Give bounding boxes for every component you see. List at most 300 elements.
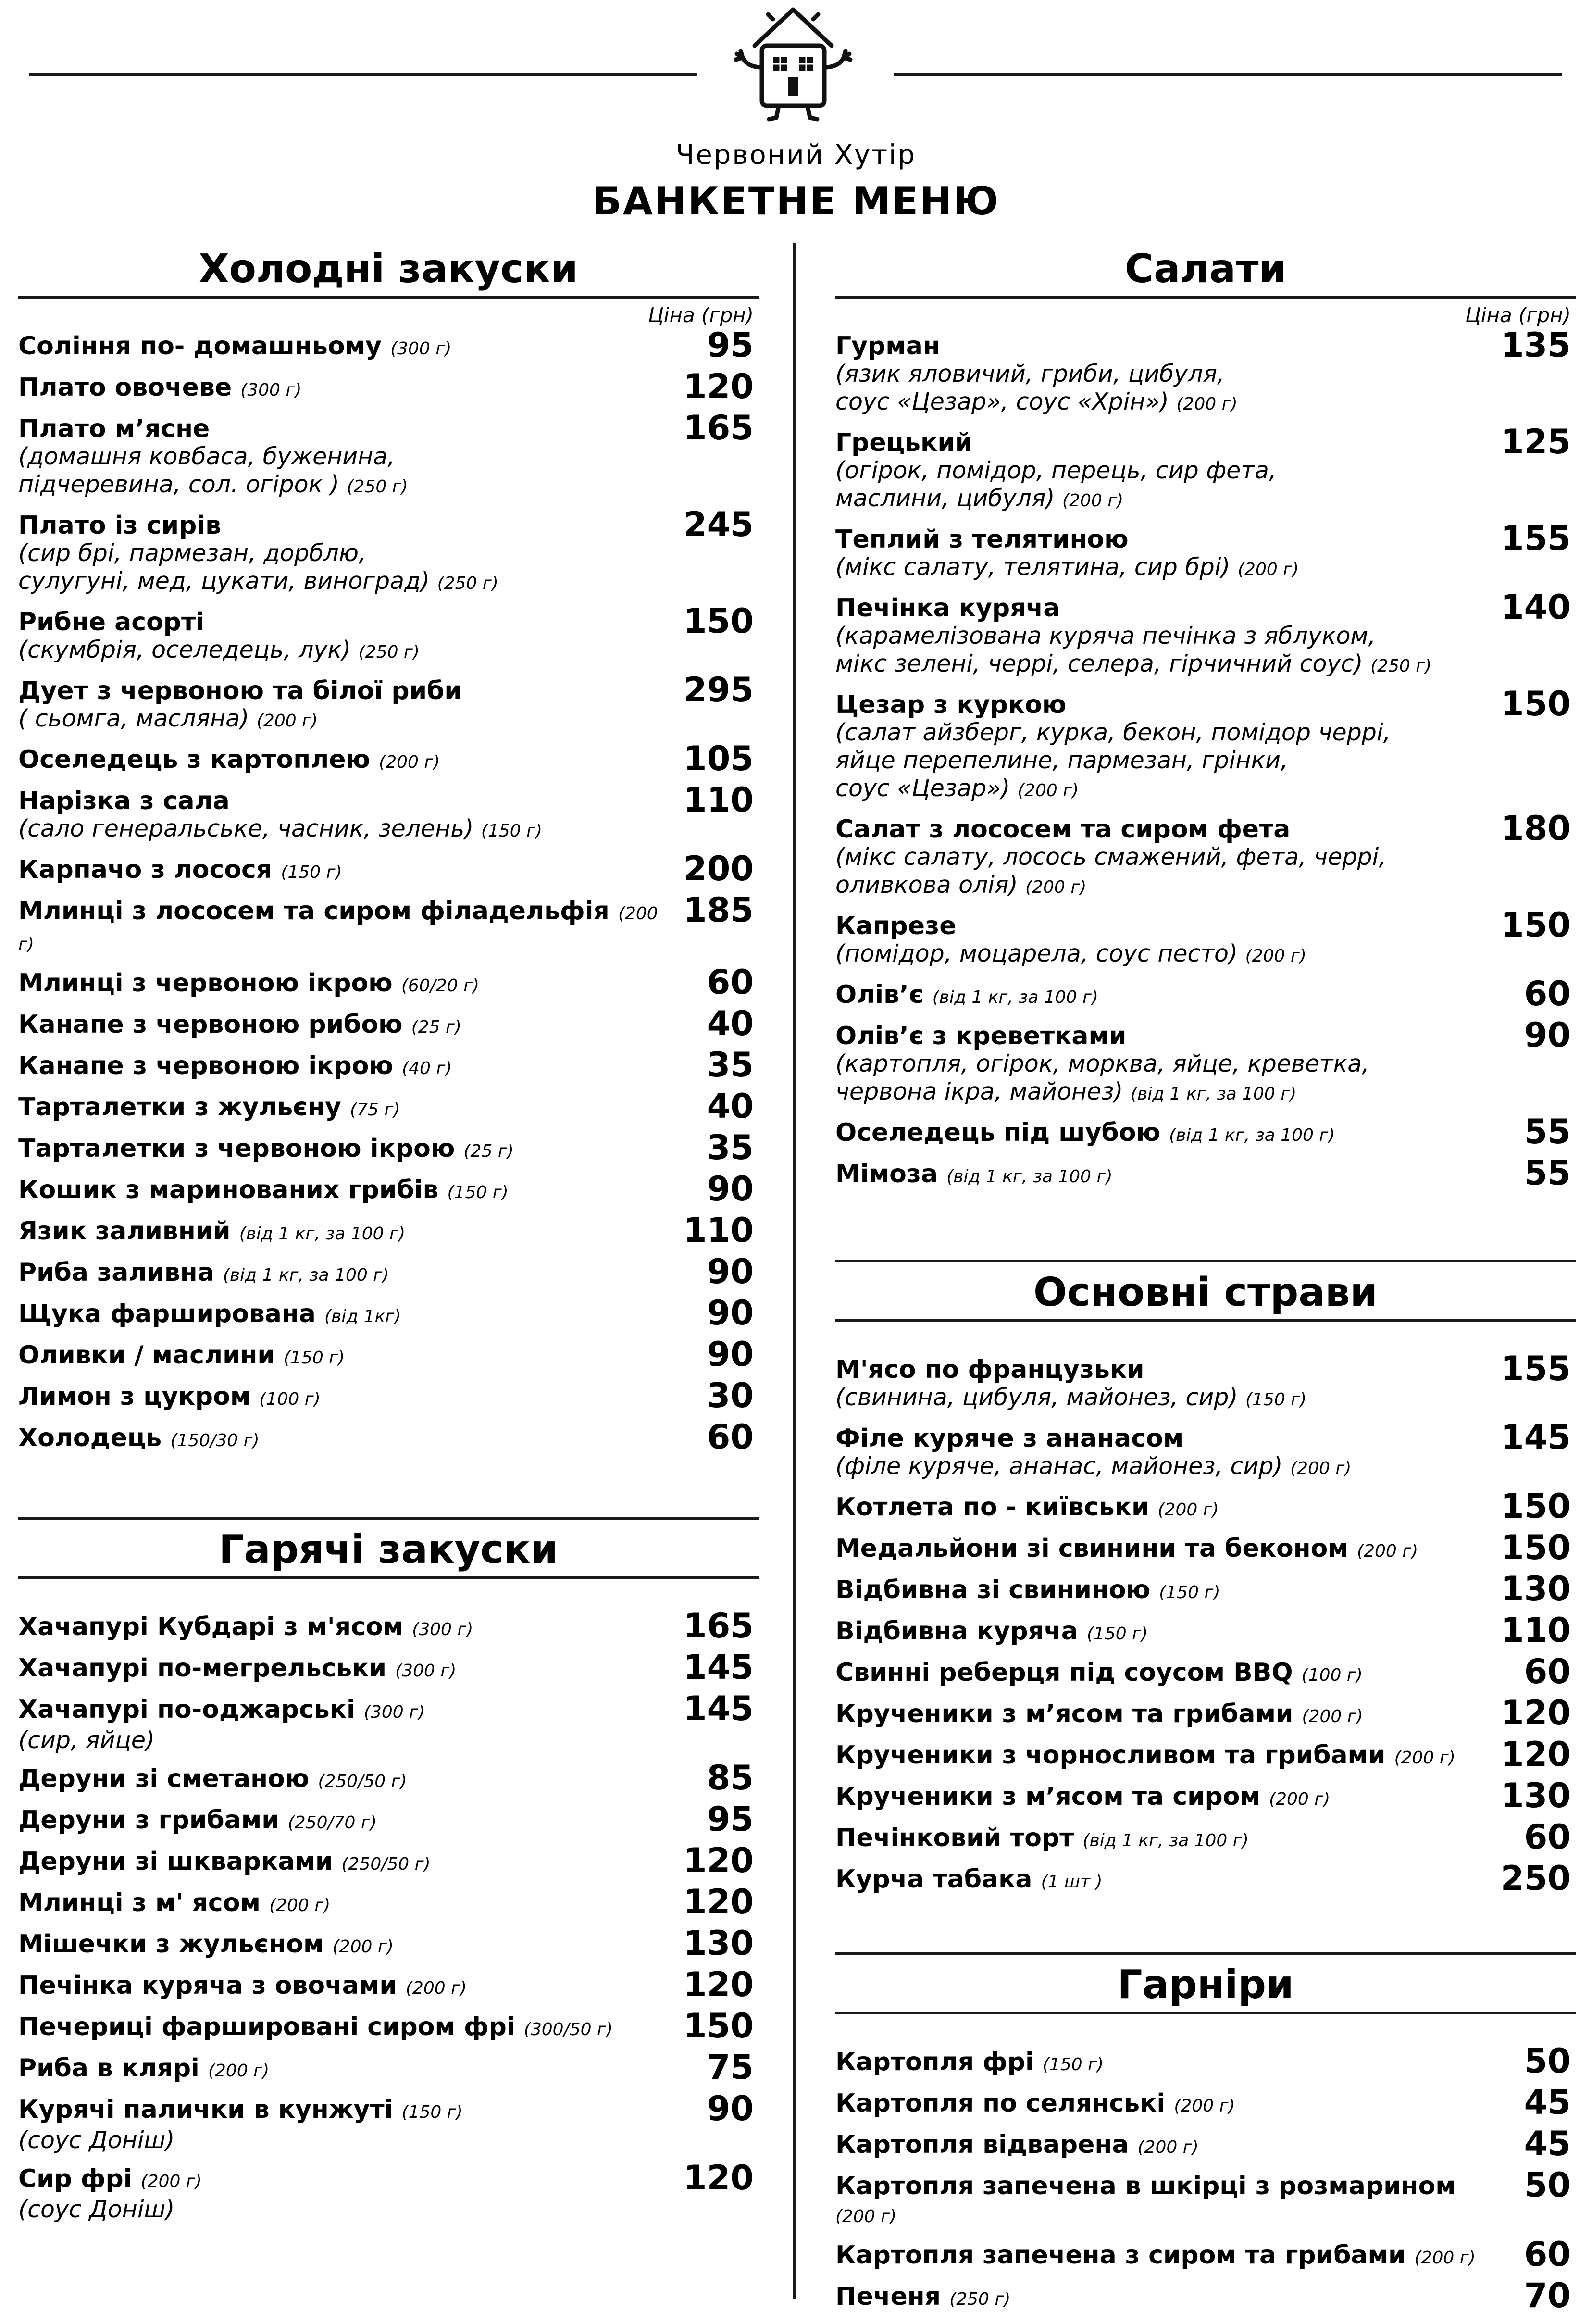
menu-item-title — [18, 1696, 759, 1726]
brand-name: Червоний Хутір — [675, 139, 917, 171]
item-weight: (250 г) — [1370, 656, 1432, 676]
menu-item-title — [18, 1765, 759, 1796]
item-price: 90 — [707, 1293, 754, 1333]
description-line: (сир, яйце) — [18, 1726, 155, 1754]
item-weight: (100 г) — [259, 1389, 321, 1409]
description-line: (огірок, помідор, перець, сир фета, — [835, 457, 1277, 484]
item-name: Щука фарширована — [18, 1299, 316, 1328]
menu-item — [18, 1252, 759, 1291]
menu-item — [835, 1776, 1576, 1815]
item-weight: (від 1 кг, за 100 г) — [1082, 1831, 1249, 1850]
item-price: 90 — [1524, 1015, 1571, 1055]
menu-item-title — [18, 1052, 759, 1083]
menu-item — [835, 1349, 1576, 1414]
item-description — [835, 1384, 1576, 1414]
menu-item — [18, 408, 759, 501]
item-name: Капрезе — [835, 912, 957, 940]
menu-item — [835, 1652, 1576, 1691]
item-price: 90 — [707, 2089, 754, 2128]
description-line: (карамелізована куряча печінка з яблуком, — [835, 622, 1376, 650]
item-price: 185 — [683, 890, 754, 930]
section-title: Салати — [1125, 246, 1286, 292]
description-line: (свинина, цибуля, майонез, сир) — [835, 1384, 1238, 1411]
item-weight: (250/50 г) — [318, 1772, 407, 1791]
item-price: 45 — [1524, 2083, 1571, 2122]
item-weight: (25 г) — [463, 1141, 514, 1161]
menu-item-list — [18, 325, 759, 1457]
item-price: 70 — [1524, 2276, 1571, 2315]
item-price: 125 — [1500, 422, 1571, 462]
menu-item — [18, 1211, 759, 1250]
item-name: Оливки / маслини — [18, 1341, 275, 1370]
description-line: (мікс салату, телятина, сир брі) — [835, 553, 1231, 581]
item-name: Картопля фрі — [835, 2048, 1034, 2076]
menu-item-title — [835, 2131, 1576, 2162]
item-price: 145 — [683, 1648, 754, 1687]
menu-item — [18, 2048, 759, 2087]
item-weight: (200 г) — [1290, 1459, 1352, 1478]
item-name: Карпачо з лосося — [18, 855, 273, 884]
menu-item — [18, 1335, 759, 1374]
item-weight: (200 г) — [1394, 1748, 1455, 1768]
item-name: Салат з лососем та сиром фета — [835, 815, 1291, 844]
menu-item — [835, 2276, 1576, 2315]
item-name: Хачапурі по-мегрельськи — [18, 1654, 387, 1683]
item-weight: (150 г) — [1245, 1390, 1307, 1410]
section-title: Основні страви — [1033, 1270, 1378, 1315]
menu-item-title — [835, 429, 1576, 457]
item-price: 165 — [683, 408, 754, 448]
item-name: Тарталетки з червоною ікрою — [18, 1134, 455, 1163]
menu-item — [18, 1799, 759, 1839]
description-line: яйце перепелине, пармезан, грінки, — [835, 747, 1288, 774]
menu-item-title — [18, 677, 759, 705]
section-rule — [835, 1952, 1576, 1955]
description-line: маслини, цибуля) — [835, 485, 1055, 512]
item-weight: (40 г) — [402, 1059, 452, 1078]
description-line: (салат айзберг, курка, бекон, помідор черрі, — [835, 719, 1391, 746]
item-price: 35 — [707, 1128, 754, 1167]
item-name: Курча табака — [835, 1865, 1032, 1894]
item-price: 120 — [683, 1841, 754, 1880]
item-name: Оселедець з картоплею — [18, 745, 371, 774]
item-weight: (150 г) — [1159, 1583, 1220, 1602]
item-price: 150 — [1500, 905, 1571, 945]
item-price: 130 — [1500, 1569, 1571, 1609]
item-weight: (300 г) — [240, 380, 302, 400]
item-price: 110 — [683, 780, 754, 820]
item-name: Кошик з маринованих грибів — [18, 1175, 439, 1204]
item-price: 155 — [1500, 1349, 1571, 1388]
menu-item — [18, 1924, 759, 1963]
menu-item-title — [835, 1576, 1576, 1607]
menu-item — [18, 1606, 759, 1646]
item-name: Котлета по - київськи — [835, 1493, 1149, 1522]
menu-item-title — [18, 1613, 759, 1644]
item-name: Плато м’ясне — [18, 414, 210, 443]
item-description — [835, 843, 1576, 901]
item-name: Печериці фаршировані сиром фрі — [18, 2012, 515, 2041]
item-weight: (250/50 г) — [341, 1854, 431, 1874]
item-weight: (200 г) — [1062, 491, 1124, 511]
menu-item — [18, 1169, 759, 1209]
item-price: 75 — [707, 2048, 754, 2087]
description-line: (скумбрія, оселедець, лук) — [18, 636, 351, 663]
item-price: 60 — [1524, 1652, 1571, 1691]
item-description — [18, 705, 759, 735]
item-price: 295 — [683, 670, 754, 710]
menu-item — [18, 1293, 759, 1333]
item-name: Мішечки з жульєном — [18, 1930, 324, 1959]
item-weight: (150/30 г) — [170, 1431, 260, 1450]
item-price: 60 — [1524, 1817, 1571, 1857]
item-price: 120 — [683, 367, 754, 406]
item-name: Крученики з чорносливом та грибами — [835, 1741, 1386, 1770]
item-name: Крученики з м’ясом та сиром — [835, 1782, 1260, 1811]
item-price: 130 — [683, 1924, 754, 1963]
item-price: 60 — [1524, 2235, 1571, 2274]
item-weight: (150 г) — [481, 821, 543, 841]
item-weight: (200 г) — [1018, 781, 1079, 800]
menu-item — [835, 1528, 1576, 1567]
menu-item — [18, 670, 759, 735]
item-price: 180 — [1500, 809, 1571, 848]
item-name: Печеня — [835, 2282, 941, 2311]
item-weight: (250 г) — [358, 642, 420, 662]
item-price: 140 — [1500, 587, 1571, 627]
item-price: 150 — [1500, 1528, 1571, 1567]
menu-item — [18, 1376, 759, 1415]
item-name: Крученики з м’ясом та грибами — [835, 1699, 1294, 1728]
item-weight: (150 г) — [447, 1183, 509, 1202]
menu-item — [18, 780, 759, 845]
item-description — [835, 1452, 1576, 1483]
menu-item-title — [18, 608, 759, 636]
menu-item — [835, 2235, 1576, 2274]
menu-item-title — [835, 981, 1576, 1012]
description-line: (сир брі, пармезан, дорблю, — [18, 539, 366, 567]
menu-item — [18, 1004, 759, 1043]
menu-item — [18, 1689, 759, 1754]
menu-item — [835, 519, 1576, 584]
menu-item — [18, 1841, 759, 1880]
menu-item — [18, 325, 759, 365]
item-name: Канапе з червоною ікрою — [18, 1051, 393, 1080]
menu-item-title — [18, 1176, 759, 1207]
menu-item-title — [18, 512, 759, 539]
item-name: Філе куряче з ананасом — [835, 1424, 1184, 1453]
item-weight: (60/20 г) — [401, 976, 480, 996]
item-price: 150 — [683, 2006, 754, 2046]
price-column-header: Ціна (грн) — [1465, 303, 1571, 327]
item-name: Печінковий торт — [835, 1824, 1074, 1852]
menu-item-list — [835, 325, 1576, 1193]
menu-item — [18, 2089, 759, 2154]
item-description — [18, 815, 759, 845]
menu-item-title — [18, 787, 759, 815]
item-name: Тарталетки з жульєну — [18, 1093, 341, 1122]
item-name: Картопля запечена з сиром та грибами — [835, 2241, 1406, 2270]
item-price: 90 — [707, 1335, 754, 1374]
item-weight: (200 г) — [18, 904, 658, 954]
item-price: 120 — [683, 1882, 754, 1922]
item-weight: (25 г) — [411, 1017, 461, 1037]
item-price: 40 — [707, 1004, 754, 1043]
menu-item — [18, 1882, 759, 1922]
menu-item — [18, 890, 759, 959]
item-price: 45 — [1524, 2124, 1571, 2163]
menu-item-title — [18, 2096, 759, 2126]
menu-item-title — [835, 1424, 1576, 1452]
item-name: Медальйони зі свинини та беконом — [835, 1534, 1348, 1563]
item-price: 30 — [707, 1376, 754, 1415]
description-line: (соус Доніш) — [18, 2196, 175, 2223]
item-weight: (200 г) — [379, 752, 440, 772]
item-name: Теплий з телятиною — [835, 525, 1129, 554]
item-name: Млинці з червоною ікрою — [18, 969, 393, 998]
menu-item — [18, 1087, 759, 1126]
menu-item-title — [18, 856, 759, 887]
item-name: Хачапурі Кубдарі з м'ясом — [18, 1612, 404, 1641]
item-name: Канапе з червоною рибою — [18, 1010, 403, 1039]
description-line: соус «Цезар», соус «Хрін») — [835, 388, 1169, 415]
item-price: 120 — [683, 2158, 754, 2198]
item-weight: (200 г) — [405, 1978, 467, 1998]
item-price: 120 — [683, 1965, 754, 2004]
column-divider — [793, 243, 796, 2299]
menu-item — [835, 1153, 1576, 1193]
menu-item-title — [835, 1119, 1576, 1150]
section-title: Гарячі закуски — [219, 1527, 558, 1573]
item-price: 95 — [707, 325, 754, 365]
description-line: (соус Доніш) — [18, 2126, 175, 2154]
item-weight: (від 1 кг, за 100 г) — [1169, 1125, 1335, 1145]
item-name: Олів’є — [835, 980, 924, 1009]
item-name: Картопля відварена — [835, 2130, 1129, 2159]
section-side-dishes — [835, 1952, 1576, 2324]
menu-item-title — [18, 2054, 759, 2085]
item-price: 95 — [707, 1799, 754, 1839]
item-description — [835, 553, 1576, 584]
item-price: 35 — [707, 1045, 754, 1085]
item-weight: (150 г) — [1086, 1624, 1148, 1644]
menu-item-title — [18, 415, 759, 443]
menu-item — [18, 1045, 759, 1085]
item-weight: (від 1 кг, за 100 г) — [1130, 1084, 1297, 1104]
item-price: 55 — [1524, 1153, 1571, 1193]
menu-item-title — [18, 1011, 759, 1041]
item-weight: (200 г) — [1302, 1707, 1363, 1726]
menu-item — [835, 1859, 1576, 1898]
menu-item — [835, 1611, 1576, 1650]
item-name: Рибне асорті — [18, 608, 204, 637]
menu-item-title — [18, 1654, 759, 1685]
item-name: Відбивна куряча — [835, 1617, 1078, 1646]
menu-item — [18, 1648, 759, 1687]
item-name: Сир фрі — [18, 2164, 132, 2193]
item-price: 120 — [1500, 1693, 1571, 1733]
item-name: Деруни з грибами — [18, 1806, 279, 1835]
item-name: Деруни зі сметаною — [18, 1764, 310, 1793]
item-description — [18, 443, 759, 501]
menu-item — [18, 2006, 759, 2046]
menu-item — [835, 2083, 1576, 2122]
description-line: (мікс салату, лосось смажений, фета, черрі, — [835, 843, 1386, 871]
description-line: мікс зелені, черрі, селера, гірчичний соус) — [835, 650, 1363, 677]
menu-item — [18, 1965, 759, 2004]
menu-item-list — [835, 1349, 1576, 1898]
item-description — [18, 2196, 759, 2224]
item-name: Холодець — [18, 1424, 162, 1452]
item-price: 105 — [683, 739, 754, 778]
item-weight: (200 г) — [269, 1896, 331, 1915]
item-description — [835, 457, 1576, 515]
item-weight: (150 г) — [283, 1348, 345, 1368]
menu-item-title — [835, 1617, 1576, 1648]
item-weight: (300/50 г) — [523, 2020, 613, 2039]
item-price: 60 — [1524, 974, 1571, 1013]
item-description — [835, 360, 1576, 418]
description-line: (філе куряче, ананас, майонез, сир) — [835, 1452, 1283, 1480]
item-name: Печінка куряча — [835, 594, 1060, 623]
item-name: Грецький — [835, 428, 973, 457]
menu-item-title — [18, 1383, 759, 1413]
item-name: Курячі палички в кунжуті — [18, 2095, 393, 2124]
item-name: Хачапурі по-оджарські — [18, 1695, 355, 1724]
item-name: Деруни зі шкварками — [18, 1847, 333, 1876]
item-price: 60 — [707, 1417, 754, 1457]
item-weight: (від 1 кг, за 100 г) — [946, 1167, 1113, 1187]
menu-item-title — [18, 1259, 759, 1289]
menu-item-title — [18, 1889, 759, 1920]
item-name: Млинці з м' ясом — [18, 1888, 261, 1917]
section-salads — [835, 243, 1576, 1201]
item-weight: (200 г) — [208, 2061, 270, 2081]
item-weight: (250/70 г) — [287, 1813, 377, 1833]
item-weight: (300 г) — [395, 1661, 457, 1681]
item-price: 250 — [1500, 1859, 1571, 1898]
item-name: Риба в клярі — [18, 2054, 199, 2083]
item-weight: (200 г) — [1269, 1789, 1331, 1809]
description-line: (картопля, огірок, морква, яйце, креветка, — [835, 1050, 1369, 1077]
menu-item — [835, 1015, 1576, 1108]
menu-item — [18, 849, 759, 888]
menu-item — [835, 1693, 1576, 1733]
menu-item — [835, 1418, 1576, 1483]
menu-item-title — [835, 1865, 1576, 1896]
item-weight: (250 г) — [949, 2289, 1011, 2309]
description-line: червона ікра, майонез) — [835, 1078, 1123, 1105]
item-price: 155 — [1500, 519, 1571, 558]
item-description — [835, 622, 1576, 680]
item-price: 50 — [1524, 2041, 1571, 2081]
menu-item-title — [18, 2165, 759, 2196]
item-name: М'ясо по французьки — [835, 1355, 1144, 1384]
item-weight: (200 г) — [1245, 946, 1306, 966]
item-price: 150 — [1500, 684, 1571, 724]
item-weight: (200 г) — [1357, 1541, 1418, 1561]
item-name: Печінка куряча з овочами — [18, 1971, 397, 2000]
item-weight: (200 г) — [1238, 560, 1299, 579]
section-rule — [835, 1260, 1576, 1262]
item-weight: (200 г) — [256, 711, 318, 731]
item-description — [835, 1050, 1576, 1108]
description-line: сулугуні, мед, цукати, виноград) — [18, 567, 430, 595]
menu-item-title — [18, 1135, 759, 1165]
item-name: Лимон з цукром — [18, 1382, 251, 1411]
section-title: Холодні закуски — [199, 246, 578, 292]
item-price: 150 — [1500, 1487, 1571, 1526]
house-logo-icon — [721, 0, 865, 130]
item-weight: (від 1 кг, за 100 г) — [223, 1265, 389, 1285]
description-line: соус «Цезар») — [835, 775, 1010, 802]
menu-item-title — [18, 746, 759, 776]
menu-title: БАНКЕТНЕ МЕНЮ — [592, 179, 1000, 224]
item-name: Язик заливний — [18, 1217, 231, 1246]
item-weight: (від 1 кг, за 100 г) — [239, 1224, 405, 1244]
menu-item — [835, 2041, 1576, 2081]
item-price: 40 — [707, 1087, 754, 1126]
item-price: 90 — [707, 1252, 754, 1291]
item-name: Свинні реберця під соусом BBQ — [835, 1658, 1293, 1687]
item-weight: (300 г) — [363, 1702, 425, 1722]
item-weight: (200 г) — [1176, 394, 1238, 414]
menu-item-title — [835, 1022, 1576, 1050]
description-line: (помідор, моцарела, соус песто) — [835, 940, 1238, 967]
item-description — [835, 940, 1576, 970]
item-weight: (1 шт ) — [1041, 1872, 1103, 1892]
menu-item-title — [835, 2089, 1576, 2120]
description-line: (домашня ковбаса, буженина, — [18, 443, 395, 470]
item-price: 90 — [707, 1169, 754, 1209]
menu-item-title — [835, 912, 1576, 940]
item-name: Млинці з лососем та сиром філадельфія — [18, 897, 609, 925]
menu-item — [18, 2158, 759, 2224]
menu-item — [835, 422, 1576, 515]
menu-item-title — [18, 1848, 759, 1878]
menu-item-title — [835, 2241, 1576, 2272]
menu-item-title — [835, 1493, 1576, 1524]
item-name: Гурман — [835, 332, 940, 361]
menu-item-title — [835, 691, 1576, 719]
menu-item-title — [835, 594, 1576, 622]
item-price: 85 — [707, 1758, 754, 1798]
menu-item — [18, 1128, 759, 1167]
menu-item-title — [835, 525, 1576, 553]
menu-item-title — [835, 1700, 1576, 1731]
section-main-dishes — [835, 1260, 1576, 1907]
item-price: 135 — [1500, 325, 1571, 365]
menu-item-title — [18, 1972, 759, 2002]
item-weight: (200 г) — [140, 2172, 202, 2191]
menu-item — [835, 905, 1576, 970]
description-line: підчеревина, сол. огірок ) — [18, 471, 339, 498]
item-name: Плато із сирів — [18, 511, 222, 540]
item-name: Дует з червоною та білої риби — [18, 676, 462, 705]
menu-item — [18, 962, 759, 1002]
menu-item-title — [835, 1783, 1576, 1813]
menu-item — [835, 1735, 1576, 1774]
description-line: (сало генеральське, часник, зелень) — [18, 815, 474, 842]
item-price: 145 — [683, 1689, 754, 1728]
menu-item — [835, 1487, 1576, 1526]
menu-item-title — [18, 374, 759, 404]
item-description — [18, 1726, 759, 1754]
menu-item-title — [18, 1930, 759, 1961]
item-price: 50 — [1524, 2165, 1571, 2205]
item-weight: (250 г) — [437, 574, 498, 593]
header-rule-right — [894, 73, 1562, 76]
